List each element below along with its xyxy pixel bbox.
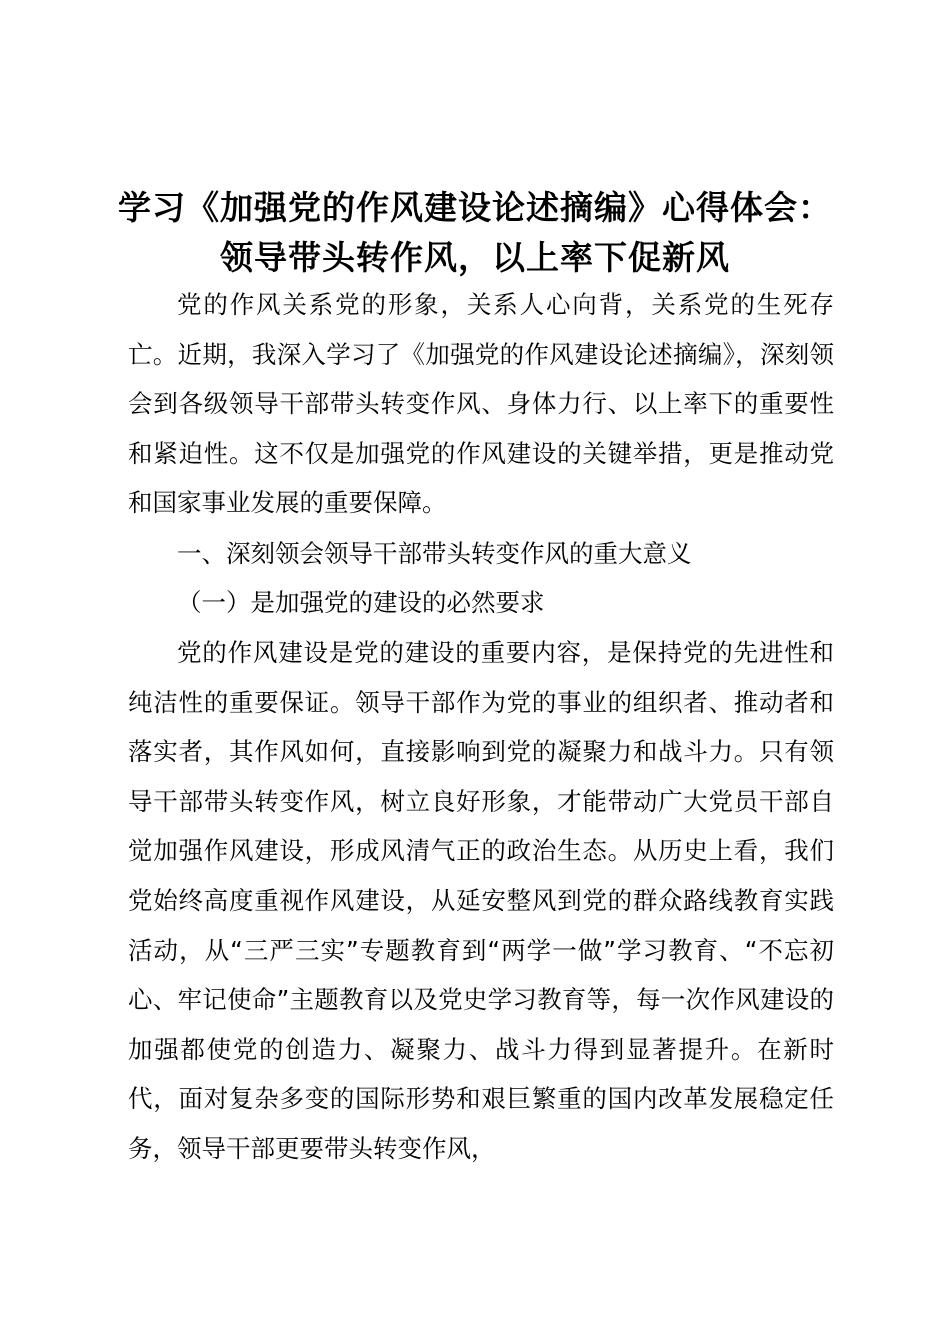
document-title xyxy=(0,183,950,283)
subsection-heading: （一）是加强党的建设的必然要求 xyxy=(177,588,545,617)
title-line-1: 学习《加强党的作风建设论述摘编》心得体会： xyxy=(118,188,832,227)
intro-paragraph: 党的作风关系党的形象，关系人心向背，关系党的生死存亡。近期，我深入学习了《加强党的作风建设论述摘编》，深刻领会到各级领导干部带头转变作风、身体力行、以上率下的重要性和紧迫性。这不仅是加强党的作风建设的关键举措，更是推动党和国家事业发展的重要保障。 xyxy=(128,290,834,518)
body-paragraph: 党的作风建设是党的建设的重要内容，是保持党的先进性和纯洁性的重要保证。领导干部作为党的事业的组织者、推动者和落实者，其作风如何，直接影响到党的凝聚力和战斗力。只有领导干部带头转变作风，树立良好形象，才能带动广大党员干部自觉加强作风建设，形成风清气正的政治生态。从历史上看，我们党始终高度重视作风建设，从延安整风到党的群众路线教育实践活动，从“三严三实”专题教育到“两学一做”学习教育、“不忘初心、牢记使命”主题教育以及党史学习教育等，每一次作风建设的加强都使党的创造力、凝聚力、战斗力得到显著提升。在新时代，面对复杂多变的国际形势和艰巨繁重的国内改革发展稳定任务，领导干部更要带头转变作风， xyxy=(128,638,834,1163)
title-line-2: 领导带头转作风，以上率下促新风 xyxy=(220,238,730,277)
section-heading: 一、深刻领会领导干部带头转变作风的重大意义 xyxy=(177,539,692,568)
